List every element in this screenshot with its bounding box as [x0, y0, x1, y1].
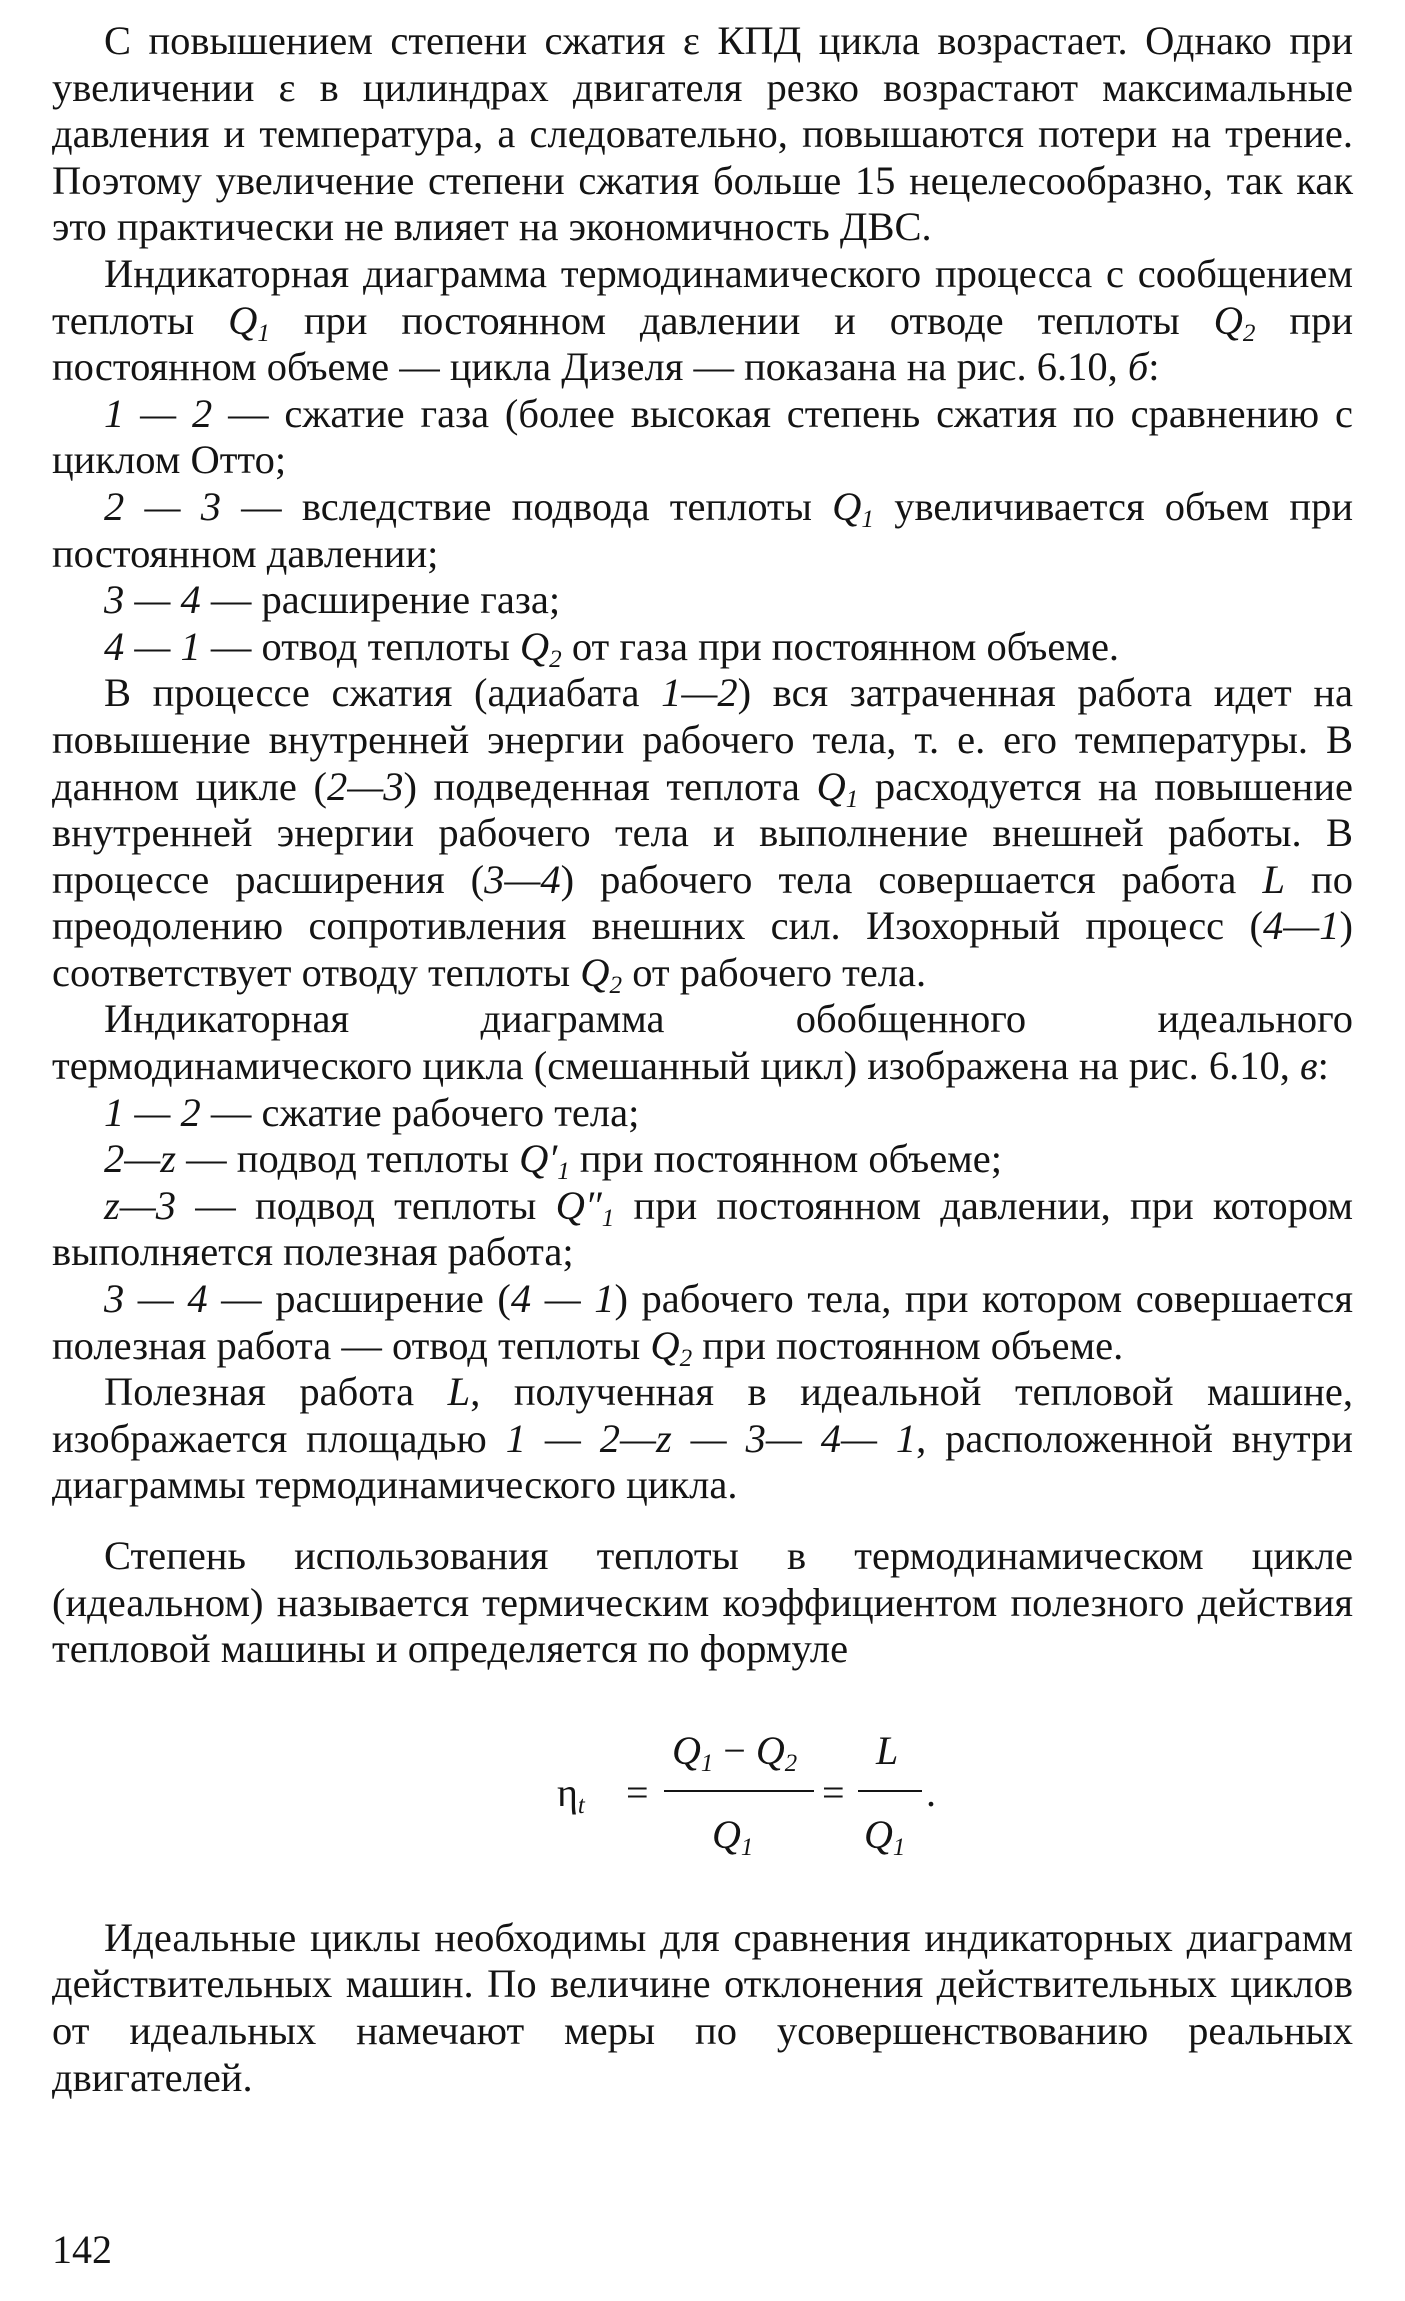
formula-work-numerator: L — [876, 1727, 899, 1773]
text-span: от рабочего тела. — [622, 949, 927, 995]
segment-label: 4—1 — [1262, 903, 1340, 949]
text-span: от газа при постоянном объеме. — [561, 623, 1120, 669]
work-symbol: L — [447, 1369, 471, 1415]
segment-label: 1 — 2—z — 3— 4— 1 — [505, 1415, 917, 1461]
text-span: , расположенной внутри диаграммы термодинамического цикла. — [52, 1415, 1353, 1508]
text-span: при постоянном давлении и отводе теплоты — [269, 297, 1214, 343]
formula-denominator: $Q_1$ — [712, 1811, 754, 1861]
text-span: ) подведенная теплота — [403, 763, 817, 809]
diesel-step-3-4 — [52, 577, 1353, 624]
text-span: по преодолению сопротивления внешних сил. Изохорный процесс ( — [52, 856, 1353, 949]
formula-work-denominator: $Q_1$ — [864, 1811, 906, 1861]
q1-double-prime-symbol: $Q''_1$ — [555, 1182, 615, 1232]
formula-period: . — [926, 1769, 936, 1815]
formula-eta: $\eta_t$ — [557, 1769, 585, 1819]
mixed-step-3-4 — [52, 1276, 1353, 1372]
text-span: Индикаторная диаграмма обобщенного идеального термодинамического цикла (смешанный цикл) изображена на рис. 6.10, — [52, 996, 1353, 1089]
text-span: — подвод теплоты — [176, 1136, 520, 1182]
text-span: : — [1148, 344, 1160, 390]
formula-equals: = — [822, 1769, 845, 1815]
text-span: — сжатие газа (более высокая степень сжатия по сравнению с циклом Отто; — [52, 390, 1353, 483]
segment-label: 1 — 2 — [104, 390, 213, 436]
segment-label: 3 — 4 — [104, 1276, 208, 1322]
segment-label: 3 — 4 — [104, 577, 201, 623]
segment-label: 3—4 — [484, 856, 561, 902]
text-span: — подвод теплоты — [176, 1182, 556, 1228]
figure-letter: в — [1299, 1043, 1318, 1089]
fraction-bar — [858, 1790, 922, 1792]
paragraph-compression-ratio: С повышением степени сжатия ε КПД цикла возрастает. Однако при увеличении ε в цилиндрах двигателя резко возрастают максимальные давления и температура, а следовательно, повышаются потери на трение. Поэтому увеличение степени сжатия больше 15 нецелесообразно, так как это практически не влияет на экономичность ДВС. — [52, 18, 1353, 250]
q2-symbol: $Q_2$ — [519, 623, 562, 673]
segment-label: 1—2 — [661, 670, 738, 716]
diesel-step-2-3 — [52, 484, 1353, 577]
paragraph-useful-work — [52, 1369, 1353, 1509]
segment-label: z—3 — [104, 1182, 177, 1228]
segment-label: 2 — 3 — [104, 483, 221, 529]
segment-label: 1 — 2 — [104, 1089, 201, 1135]
text-span: при постоянном давлении, при котором выполняется полезная работа; — [52, 1182, 1353, 1275]
segment-label: 4 — 1 — [104, 623, 201, 669]
segment-label: 2—z — [104, 1136, 177, 1182]
paragraph-ideal-cycles: Идеальные циклы необходимы для сравнения индикаторных диаграмм действительных машин. По величине отклонения действительных циклов от идеальных намечают меры по усовершенствованию реальных двигателей. — [52, 1914, 1353, 2100]
text-span: ) вся затраченная работа идет на повышение внутренней энергии рабочего тела, т. е. его температуры. В данном цикле ( — [52, 670, 1353, 809]
text-span: Индикаторная диаграмма термодинамического процесса с сообщением теплоты — [52, 250, 1353, 343]
formula-equals: = — [626, 1769, 649, 1815]
paragraph-compression-process — [52, 670, 1354, 999]
figure-letter: б — [1127, 344, 1149, 390]
mixed-step-1-2 — [52, 1090, 1353, 1137]
text-span: при постоянном объеме — цикла Дизеля — показана на рис. 6.10, — [52, 297, 1353, 390]
page-number: 142 — [52, 2227, 112, 2272]
text-column — [52, 18, 1353, 2101]
q1-symbol: $Q_1$ — [816, 763, 859, 813]
text-span: при постоянном объеме. — [692, 1322, 1124, 1368]
text-span: при постоянном объеме; — [569, 1136, 1003, 1182]
q1-prime-symbol: $Q'_1$ — [519, 1136, 570, 1186]
text-span: Полезная работа — [104, 1369, 448, 1415]
mixed-step-2-z — [52, 1136, 1353, 1186]
q2-symbol: $Q_2$ — [580, 949, 623, 999]
text-span: : — [1317, 1043, 1329, 1089]
segment-label: 4 — 1 — [510, 1276, 615, 1322]
text-span: ) рабочего тела совершается работа — [560, 856, 1263, 902]
q1-symbol: $Q_1$ — [228, 297, 270, 347]
text-span: ) рабочего тела, при котором совершается полезная работа — отвод теплоты — [52, 1276, 1353, 1368]
text-span: — расширение газа; — [200, 577, 561, 623]
diesel-step-4-1 — [52, 624, 1353, 671]
text-span: , полученная в идеальной тепловой машине, изображается площадью — [52, 1369, 1354, 1461]
text-span: — расширение ( — [207, 1276, 511, 1322]
efficiency-formula — [52, 1715, 1353, 1885]
fraction-bar — [664, 1790, 814, 1792]
q2-symbol: $Q_2$ — [1213, 297, 1256, 347]
text-span: ) соответствует отводу теплоты — [52, 903, 1353, 995]
text-span: — вследствие подвода теплоты — [220, 483, 833, 529]
diesel-step-1-2 — [52, 391, 1353, 484]
formula-numerator: $Q_1 - Q_2$ — [672, 1727, 798, 1777]
paragraph-thermal-efficiency: Степень использования теплоты в термодинамическом цикле (идеальном) называется термическим коэффициентом полезного действия тепловой машины и определяется по формуле — [52, 1533, 1353, 1672]
paragraph-diesel-cycle — [52, 251, 1353, 391]
text-span: В процессе сжатия (адиабата — [104, 670, 662, 716]
text-span: расходуется на повышение внутренней энергии рабочего тела и выполнение внешней работы. В процессе расширения ( — [52, 763, 1354, 902]
mixed-step-z-3 — [52, 1183, 1353, 1276]
segment-label: 2—3 — [326, 763, 404, 809]
paragraph-mixed-cycle — [52, 996, 1353, 1089]
q2-symbol: $Q_2$ — [650, 1322, 693, 1372]
work-symbol: L — [1262, 856, 1285, 902]
text-span: — сжатие рабочего тела; — [200, 1089, 640, 1135]
text-span: — отвод теплоты — [200, 623, 520, 669]
q1-symbol: $Q_1$ — [832, 483, 874, 533]
text-span: увеличивается объем при постоянном давлении; — [52, 483, 1353, 576]
